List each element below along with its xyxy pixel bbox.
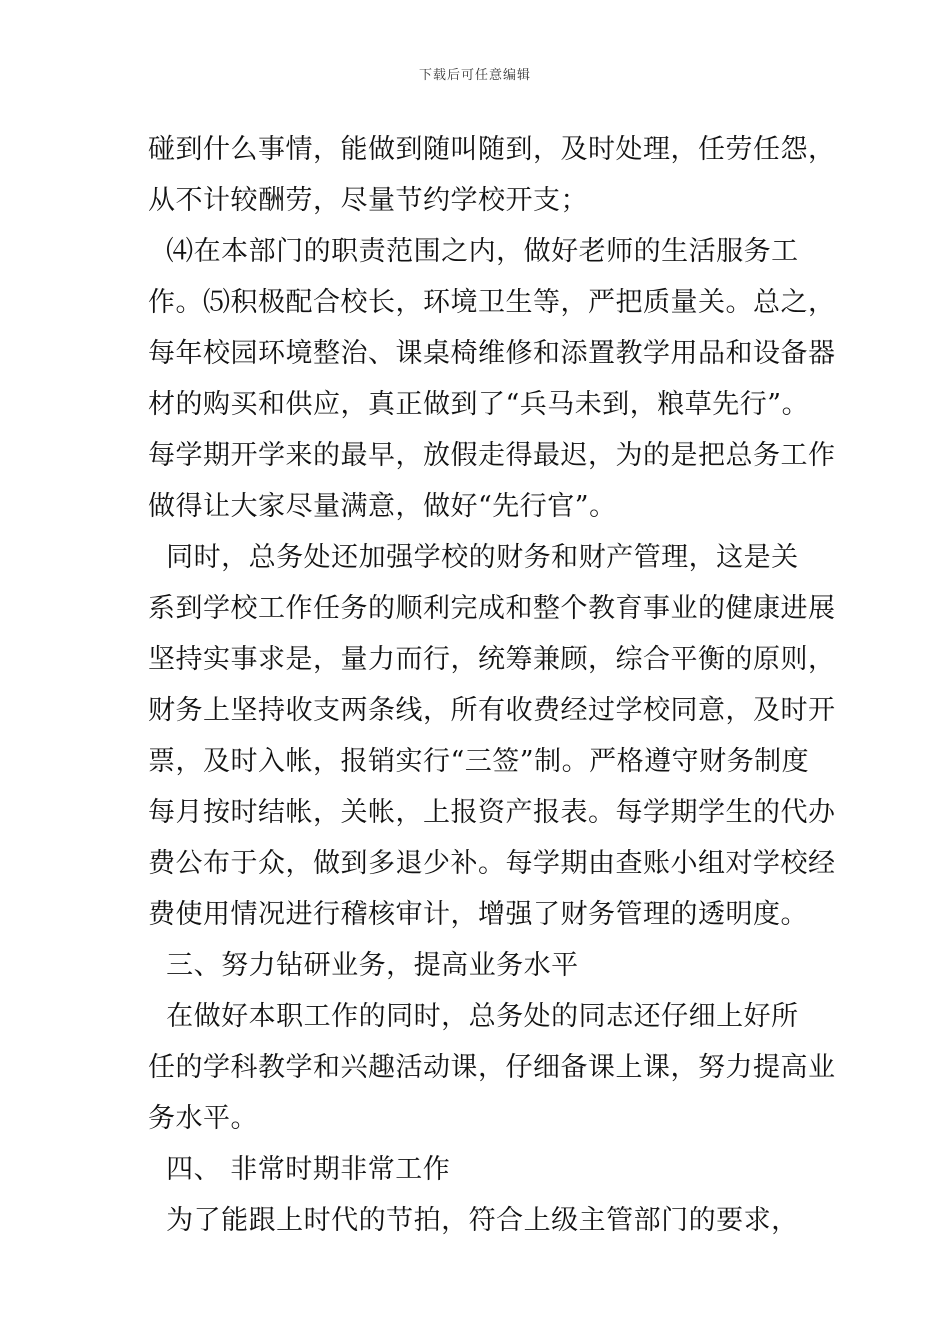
text-line: 材的购买和供应，真正做到了“兵马未到，粮草先行”。 [148,389,810,420]
text-line: ⑷在本部门的职责范围之内，做好老师的生活服务工 [148,236,799,267]
text-line: 每月按时结帐，关帐，上报资产报表。每学期学生的代办 [148,797,836,828]
text-line: 任的学科教学和兴趣活动课，仔细备课上课，努力提高业 [148,1052,836,1083]
text-line: 碰到什么事情，能做到随叫随到，及时处理，任劳任怨， [148,134,836,165]
text-line: 在做好本职工作的同时，总务处的同志还仔细上好所 [148,1001,799,1032]
section-heading: 三、努力钻研业务，提高业务水平 [148,950,579,981]
text-line: 系到学校工作任务的顺利完成和整个教育事业的健康进展 [148,593,836,624]
text-line: 财务上坚持收支两条线，所有收费经过学校同意，及时开 [148,695,836,726]
text-line: 票，及时入帐，报销实行“三签”制。严格遵守财务制度 [148,746,810,777]
text-line: 做得让大家尽量满意，做好“先行官”。 [148,491,617,522]
section-heading: 四、 非常时期非常工作 [148,1154,451,1185]
page-header: 下载后可任意编辑 [418,68,531,83]
text-line: 务水平。 [148,1103,258,1134]
text-line: 作。⑸积极配合校长，环境卫生等，严把质量关。总之， [148,287,836,318]
text-line: 费使用情况进行稽核审计，增强了财务管理的透明度。 [148,899,808,930]
text-line: 从不计较酬劳，尽量节约学校开支； [148,185,588,216]
text-line: 为了能跟上时代的节拍，符合上级主管部门的要求， [148,1205,799,1236]
text-line: 费公布于众，做到多退少补。每学期由查账小组对学校经 [148,848,836,879]
text-line: 每年校园环境整治、课桌椅维修和添置教学用品和设备器 [148,338,836,369]
text-line: 同时，总务处还加强学校的财务和财产管理，这是关 [148,542,799,573]
text-line: 每学期开学来的最早，放假走得最迟，为的是把总务工作 [148,440,836,471]
text-line: 坚持实事求是，量力而行，统筹兼顾，综合平衡的原则， [148,644,836,675]
